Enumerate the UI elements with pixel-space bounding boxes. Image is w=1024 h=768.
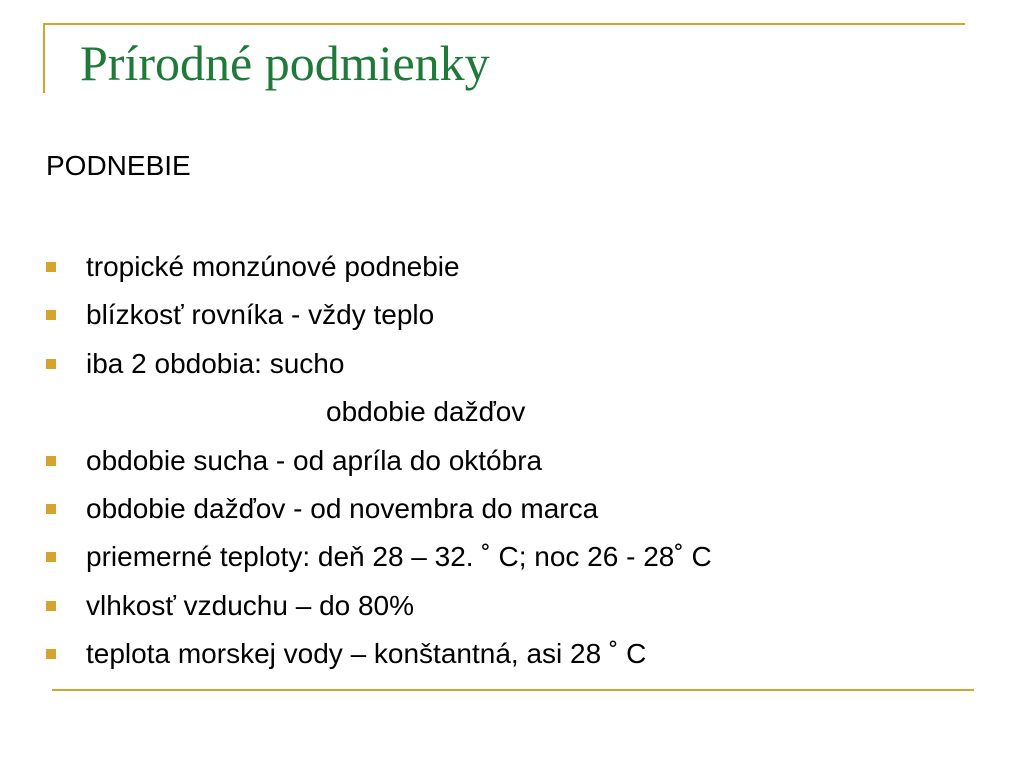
list-item-text: blízkosť rovníka - vždy teplo: [86, 299, 435, 331]
list-item: [0, 485, 1024, 533]
list-item: [0, 630, 1024, 678]
list-item: [0, 340, 1024, 388]
list-item: [0, 243, 1024, 291]
list-item-text: iba 2 obdobia: sucho: [86, 347, 345, 379]
square-bullet-icon: [46, 262, 56, 272]
list-item-text: obdobie sucha - od apríla do októbra: [86, 444, 543, 476]
list-item: [0, 291, 1024, 339]
square-bullet-icon: [46, 552, 56, 562]
slide-title: Prírodné podmienky: [80, 35, 490, 91]
frame-top-line: [43, 23, 965, 25]
list-item-text: vlhkosť vzduchu – do 80%: [86, 589, 415, 621]
frame-bottom-line: [52, 689, 974, 691]
list-item-continuation: [0, 388, 1024, 436]
list-item-text: obdobie dažďov - od novembra do marca: [86, 492, 599, 524]
list-item: [0, 437, 1024, 485]
square-bullet-icon: [46, 310, 56, 320]
square-bullet-icon: [46, 504, 56, 514]
list-item: [0, 582, 1024, 630]
list-item-text: priemerné teploty: deň 28 – 32. ˚ C; noc 26 - 28˚ C: [86, 541, 712, 573]
list-item: [0, 533, 1024, 581]
square-bullet-icon: [46, 649, 56, 659]
square-bullet-icon: [46, 359, 56, 369]
bullet-list: [0, 243, 1024, 679]
section-heading: PODNEBIE: [46, 150, 191, 181]
list-item-text: obdobie dažďov: [326, 396, 526, 428]
square-bullet-icon: [46, 601, 56, 611]
list-item-text: teplota morskej vody – konštantná, asi 28 ˚ C: [86, 638, 647, 670]
frame-left-line: [43, 23, 45, 93]
list-item-text: tropické monzúnové podnebie: [86, 251, 460, 282]
square-bullet-icon: [46, 456, 56, 466]
